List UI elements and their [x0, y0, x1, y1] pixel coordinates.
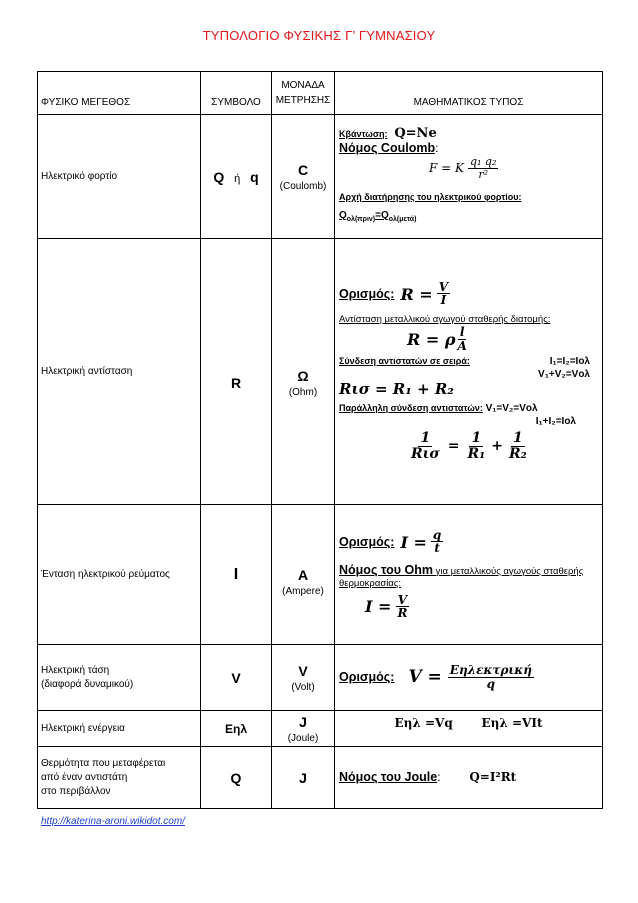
coulomb-colon: :	[435, 141, 439, 156]
table-row	[38, 239, 603, 505]
conservation-lhs: Q	[339, 209, 347, 221]
conservation-eq: =Q	[375, 209, 389, 221]
metal-lhs: R = ρ	[407, 330, 456, 350]
definition-numerator: q	[432, 527, 442, 542]
unit-symbol: A	[297, 566, 309, 583]
unit-name: (Ampere)	[282, 585, 324, 597]
unit-cell	[272, 747, 335, 809]
definition-numerator: Eηλεκτρική	[449, 663, 532, 678]
series-label: Σύνδεση αντιστατών σε σειρά:	[339, 356, 470, 367]
header-unit	[272, 72, 335, 115]
unit-name: (Coulomb)	[279, 180, 327, 192]
definition-lhs: V =	[408, 667, 442, 687]
definition-lhs: I =	[400, 532, 427, 552]
unit-symbol: Ω	[297, 367, 309, 384]
coulomb-lhs: F = K	[429, 160, 464, 175]
symbol-or: ή	[234, 172, 241, 185]
parallel-num-2: 1	[471, 430, 482, 447]
definition-lhs: R =	[400, 284, 433, 304]
quantity-cell	[38, 747, 201, 809]
metal-conductor-text: Αντίσταση μεταλλικού αγωγού σταθερής διατομής:	[339, 314, 551, 326]
table-row	[38, 747, 603, 809]
definition-numerator: V	[438, 279, 449, 294]
series-relation-2: V₁+V₂=Vολ	[538, 369, 590, 381]
unit-name: (Joule)	[287, 732, 319, 744]
definition-denominator: I	[440, 293, 447, 308]
unit-name: (Volt)	[291, 681, 315, 693]
parallel-label: Παράλληλη σύνδεση αντιστατών:	[339, 403, 483, 414]
ohm-numerator: V	[397, 592, 408, 607]
conservation-lhs-sub: ολ(πριν)	[346, 215, 376, 223]
symbol-a: Q	[213, 168, 225, 185]
header-quantity: ΦΥΣΙΚΟ ΜΕΓΕΘΟΣ	[38, 72, 201, 115]
formula-cell	[335, 645, 603, 711]
metal-denominator: A	[457, 339, 467, 354]
parallel-den-1: Rισ	[411, 445, 440, 462]
quantity-line-1: Ηλεκτρική τάση	[41, 664, 110, 676]
parallel-relation-1: V₁=V₂=Vολ	[485, 403, 538, 415]
ohm-denominator: R	[397, 606, 408, 621]
symbol-cell: Q	[201, 747, 272, 809]
quantity-cell: Ηλεκτρική ενέργεια	[38, 711, 201, 747]
joule-colon: :	[437, 769, 441, 784]
energy-formula-1: Eηλ =Vq	[394, 716, 453, 730]
footer-link[interactable]: http://katerina-aroni.wikidot.com/	[41, 816, 185, 827]
quantity-line-1: Θερμότητα που μεταφέρεται	[41, 757, 166, 769]
unit-cell	[272, 645, 335, 711]
formula-cell	[335, 747, 603, 809]
quantization-formula: Q=Ne	[394, 126, 437, 142]
quantity-line-2: (διαφορά δυναμικού)	[41, 678, 134, 690]
unit-name: (Ohm)	[288, 386, 318, 398]
symbol-cell: V	[201, 645, 272, 711]
table-row	[38, 505, 603, 645]
quantity-cell: Ένταση ηλεκτρικού ρεύματος	[38, 505, 201, 645]
quantization-label: Κβάντωση:	[339, 129, 388, 140]
definition-label: Ορισμός:	[339, 286, 395, 301]
conservation-formula	[339, 209, 598, 226]
quantity-cell	[38, 645, 201, 711]
unit-cell	[272, 239, 335, 505]
unit-cell	[272, 115, 335, 239]
symbol-cell	[201, 115, 272, 239]
symbol-cell: R	[201, 239, 272, 505]
formula-table	[37, 71, 603, 809]
symbol-cell: Eηλ	[201, 711, 272, 747]
conservation-rhs-sub: ολ(μετά)	[388, 215, 417, 223]
header-unit-line1: ΜΟΝΑΔΑ	[281, 80, 325, 91]
formula-cell	[335, 239, 603, 505]
coulomb-denominator: r²	[478, 167, 489, 181]
quantity-cell: Ηλεκτρική αντίσταση	[38, 239, 201, 505]
parallel-equals: =	[447, 438, 460, 455]
table-row	[38, 645, 603, 711]
unit-symbol: J	[299, 769, 307, 786]
definition-denominator: q	[486, 676, 496, 691]
symbol-cell: I	[201, 505, 272, 645]
parallel-den-3: R₂	[508, 445, 527, 462]
series-relation-1: I₁=I₂=Iολ	[549, 356, 590, 368]
metal-numerator: l	[459, 325, 465, 340]
ohm-law-label: Νόμος του Ohm	[339, 562, 434, 577]
unit-cell	[272, 711, 335, 747]
symbol-b: q	[250, 168, 259, 185]
joule-law-label: Νόμος του Joule	[339, 769, 438, 784]
ohm-law-text: για μεταλλικούς αγωγούς σταθερής θερμοκρασίας:	[339, 565, 584, 589]
quantity-line-3: στο περιβάλλον	[41, 785, 111, 797]
conservation-label: Αρχή διατήρησης του ηλεκτρικού φορτίου:	[339, 191, 522, 202]
formula-cell	[335, 711, 603, 747]
formula-cell	[335, 115, 603, 239]
page-title: ΤΥΠΟΛΟΓΙΟ ΦΥΣΙΚΗΣ Γ’ ΓΥΜΝΑΣΙΟΥ	[202, 28, 436, 43]
energy-formula-2: Eηλ =VIt	[481, 716, 543, 730]
unit-symbol: J	[299, 713, 307, 730]
parallel-den-2: R₁	[467, 445, 486, 462]
definition-label: Ορισμός:	[339, 534, 395, 549]
quantity-cell: Ηλεκτρικό φορτίο	[38, 115, 201, 239]
parallel-num-1: 1	[420, 430, 431, 447]
unit-symbol: V	[298, 662, 308, 679]
parallel-relation-2: I₁+I₂=Iολ	[535, 416, 576, 428]
unit-cell	[272, 505, 335, 645]
formula-cell	[335, 505, 603, 645]
series-formula: Rισ = R₁ + R₂	[339, 380, 454, 399]
header-symbol: ΣΥΜΒΟΛΟ	[201, 72, 272, 115]
joule-formula: Q=I²Rt	[469, 769, 517, 784]
table-row	[38, 711, 603, 747]
header-unit-line2: ΜΕΤΡΗΣΗΣ	[275, 95, 331, 106]
header-formula: ΜΑΘΗΜΑΤΙΚΟΣ ΤΥΠΟΣ	[335, 72, 603, 115]
quantity-line-2: από έναν αντιστάτη	[41, 771, 128, 783]
definition-denominator: t	[434, 541, 440, 556]
unit-symbol: C	[297, 161, 309, 178]
parallel-plus: +	[491, 438, 503, 455]
ohm-lhs: I =	[365, 597, 392, 617]
definition-label: Ορισμός:	[339, 670, 395, 684]
parallel-num-3: 1	[513, 430, 523, 447]
table-header-row	[38, 72, 603, 115]
coulomb-law-label: Νόμος Coulomb	[339, 141, 436, 156]
coulomb-numerator: q₁ q₂	[469, 155, 497, 169]
table-row	[38, 115, 603, 239]
